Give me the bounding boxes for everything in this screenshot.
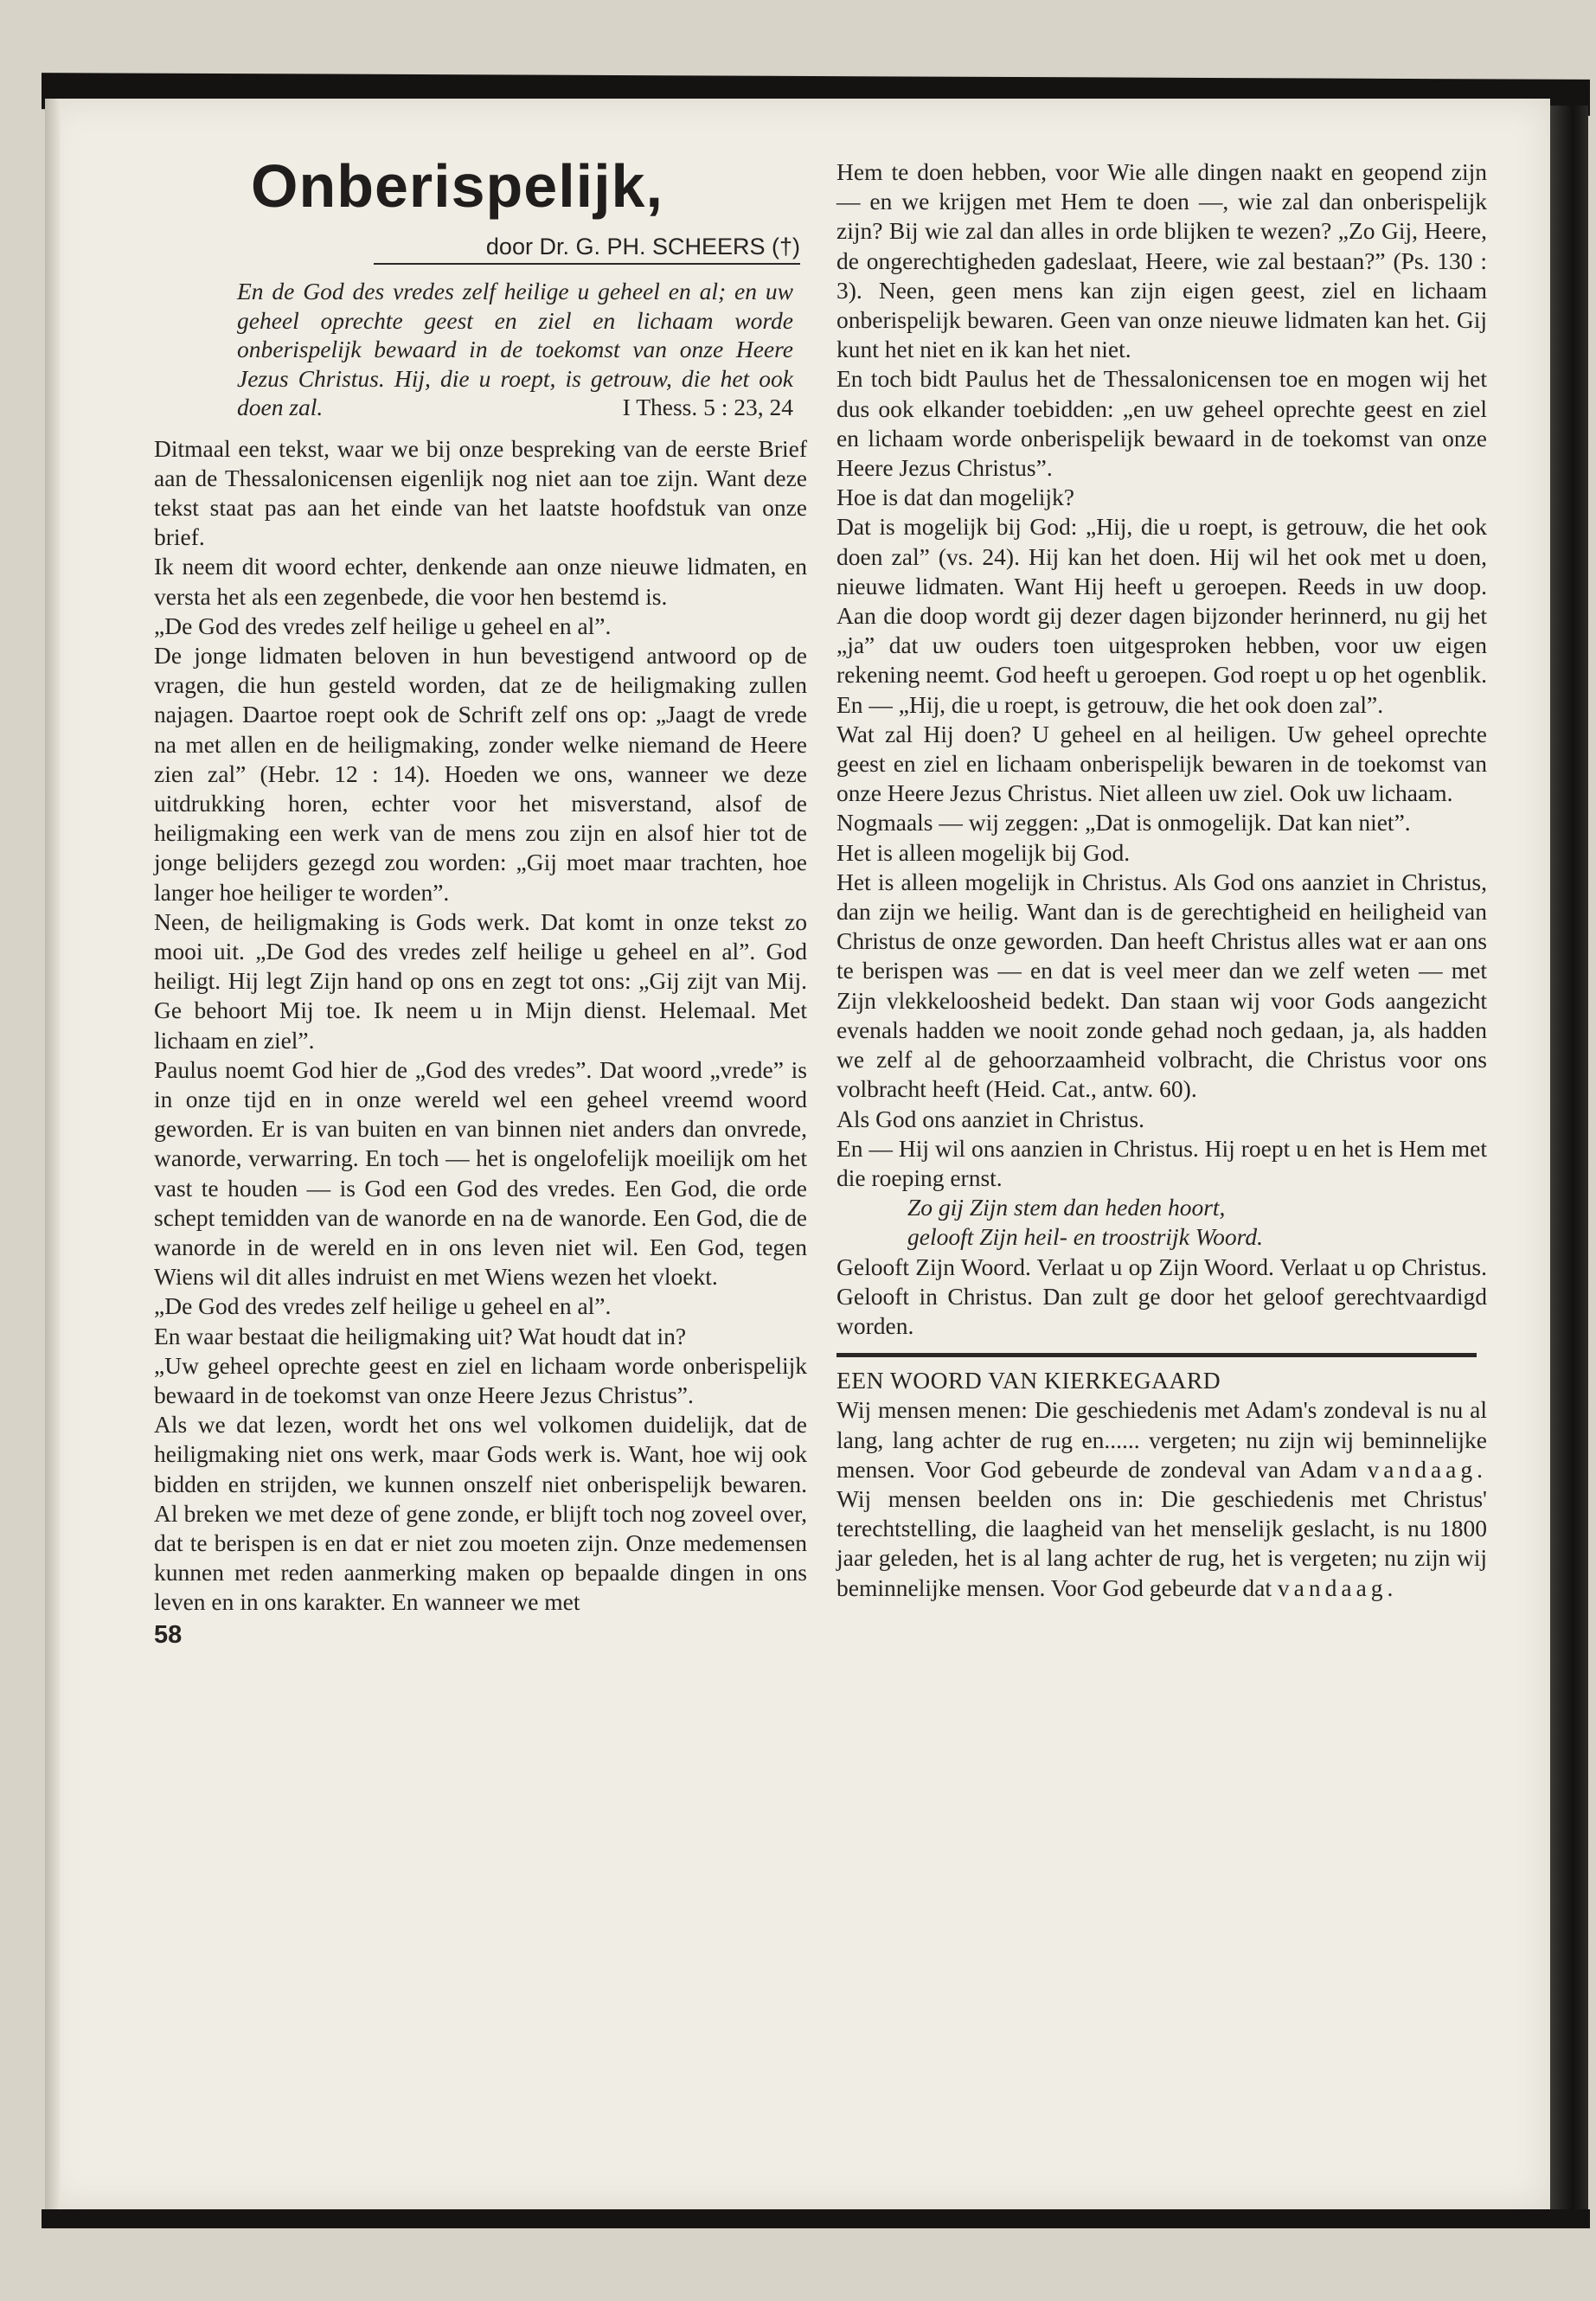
paragraph: „Uw geheel oprechte geest en ziel en lichaam worde onberispelijk bewaard in de toekomst van onze Heere Jezus Christus”. bbox=[154, 1351, 807, 1408]
kierkegaard-text-part: Wij mensen menen: Die geschiedenis met Adam's zondeval is nu al lang, lang achter de rug en...... vergeten; nu zijn wij beminnelijke mensen. Voor God gebeurde de zondeval van Adam bbox=[836, 1396, 1487, 1483]
paragraph: Dat is mogelijk bij God: „Hij, die u roept, is getrouw, die het ook doen zal” (vs. 24). Hij kan het doen. Hij wil het ook met u doen, nieuwe lidmaten. Want Hij heeft u geroepen. Reeds in uw doop. Aan die doop wordt gij dezer dagen bijzonder herinnerd, nu gij het „ja” dat uw ouders toen uitgesproken hebben, voor uw eigen rekening neemt. God heeft u geroepen. God roept u op het ogenblik. En — „Hij, die u roept, is getrouw, die het ook doen zal”. bbox=[836, 513, 1487, 718]
hymn-verse-line: gelooft Zijn heil- en troostrijk Woord. bbox=[907, 1223, 1263, 1251]
article-body-right bbox=[836, 157, 1487, 1341]
kierkegaard-text-part: Wij mensen beelden ons in: Die geschiedenis met Christus' terechtstelling, die laagheid van het menselijk geslacht, is nu 1800 jaar geleden, het is al lang achter de rug, het is vergeten; nu zijn wij beminnelijke mensen. Voor God gebeurde dat bbox=[836, 1484, 1487, 1601]
article-byline: door Dr. G. PH. SCHEERS (†) bbox=[485, 234, 800, 260]
section-heading: EEN WOORD VAN KIERKEGAARD bbox=[836, 1367, 1221, 1394]
article-title: Onberispelijk, bbox=[251, 152, 663, 220]
paragraph: En — Hij wil ons aanzien in Christus. Hij roept u en het is Hem met die roeping ernst. bbox=[836, 1134, 1487, 1191]
paragraph: En waar bestaat die heiligmaking uit? Wat houdt dat in? bbox=[154, 1322, 687, 1349]
paragraph: Nogmaals — wij zeggen: „Dat is onmogelijk. Dat kan niet”. bbox=[836, 809, 1411, 836]
paragraph: Als we dat lezen, wordt het ons wel volkomen duidelijk, dat de heiligmaking niet ons werk, maar Gods werk is. Want, hoe wij ook bidden en strijden, we kunnen onszelf niet onberispelijk bewaren. Al breken we met deze of gene zonde, er blijft toch nog zoveel over, dat te berispen is en dat er niet zou moeten zijn. Onze medemensen kunnen met reden aanmerking maken op bepaalde dingen in ons leven en in ons karakter. En wanneer we met bbox=[154, 1411, 807, 1616]
hymn-verse-line: Zo gij Zijn stem dan heden hoort, bbox=[907, 1194, 1226, 1221]
paragraph: En toch bidt Paulus het de Thessalonicensen toe en mogen wij het dus ook elkander toebidden: „en uw geheel oprechte geest en ziel en lichaam worde onberispelijk bewaard in de toekomst van onze Heere Jezus Christus”. bbox=[836, 365, 1487, 482]
paragraph: Neen, de heiligmaking is Gods werk. Dat komt in onze tekst zo mooi uit. „De God des vredes zelf heilige u geheel en al”. God heiligt. Hij legt Zijn hand op ons en zegt tot ons: „Gij zijt van Mij. Ge behoort Mij toe. Ik neem u in Mijn dienst. Helemaal. Met lichaam en ziel”. bbox=[154, 907, 807, 1054]
paragraph: Hoe is dat dan mogelijk? bbox=[836, 484, 1074, 511]
paragraph: Het is alleen mogelijk bij God. bbox=[836, 838, 1131, 866]
paragraph: Ditmaal een tekst, waar we bij onze bespreking van de eerste Brief aan de Thessalonicensen eigenlijk nog niet aan toe zijn. Want deze tekst staat pas aan het einde van het laatste hoofdstuk van onze brief. bbox=[154, 434, 807, 551]
paragraph: „De God des vredes zelf heilige u geheel en al”. bbox=[154, 1292, 612, 1320]
motto-reference: I Thess. 5 : 23, 24 bbox=[622, 394, 793, 420]
kierkegaard-section bbox=[836, 1366, 1487, 1603]
paragraph: „De God des vredes zelf heilige u geheel en al”. bbox=[154, 612, 612, 639]
emphasis-word: vandaag. bbox=[1277, 1574, 1398, 1601]
scan-bottom-edge bbox=[42, 2209, 1590, 2228]
paragraph: Hem te doen hebben, voor Wie alle dingen naakt en geopend zijn — en we krijgen met Hem te doen —, wie zal dan onberispelijk zijn? Bij wie zal dan alles in orde blijken te wezen? „Zo Gij, Heere, de ongerechtigheden gadeslaat, Heere, wie zal bestaan?” (Ps. 130 : 3). Neen, geen mens kan zijn eigen geest, ziel en lichaam onberispelijk bewaren. Geen van onze nieuwe lidmaten kan het. Gij kunt het niet en ik kan het niet. bbox=[836, 158, 1487, 363]
page-number: 58 bbox=[154, 1620, 183, 1649]
kierkegaard-text bbox=[836, 1395, 1487, 1602]
motto-text: En de God des vredes zelf heilige u geheel en al; en uw geheel oprechte geest en ziel en lichaam worde onberispelijk bewaard in de toekomst van onze Heere Jezus Christus. Hij, die u roept, is getrouw, die het ook doen zal. bbox=[237, 278, 793, 420]
emphasis-word: vandaag. bbox=[1367, 1455, 1488, 1483]
left-column bbox=[154, 112, 807, 1650]
title-divider bbox=[374, 263, 800, 265]
page-spine-shading bbox=[45, 99, 61, 2209]
section-divider bbox=[836, 1353, 1477, 1357]
scripture-motto bbox=[237, 277, 793, 422]
closing-paragraph: Gelooft Zijn Woord. Verlaat u op Zijn Woord. Verlaat u op Christus. Gelooft in Christus. Dan zult ge door het geloof gerechtvaardigd worden. bbox=[836, 1253, 1487, 1339]
paragraph: Paulus noemt God hier de „God des vredes”. Dat woord „vrede” is in onze tijd en in onze wereld wel een geheel vreemd woord geworden. Er is van buiten en van binnen niet anders dan onvrede, wanorde, verwarring. En toch — het is ongelofelijk moeilijk om het vast te houden — is God een God des vredes. Een God, die orde schept temidden van de wanorde en na de wanorde. Een God, die de wanorde in de wereld en in ons leven niet wil. Een God, tegen Wiens wil dit alles indruist en met Wiens wezen het vloekt. bbox=[154, 1055, 807, 1291]
paragraph: Het is alleen mogelijk in Christus. Als God ons aanziet in Christus, dan zijn we heilig. Want dan is de gerechtigheid en heiligheid van Christus de onze geworden. Dan heeft Christus alles wat er aan ons te berispen was — en dat is veel meer dan we zelf weten — met Zijn vlekkeloosheid bedekt. Dan staan wij voor Gods aangezicht evenals hadden we nooit zonde gehad noch gedaan, ja, als hadden we zelf al de gehoorzaamheid volbracht, die Christus voor ons volbracht heeft (Heid. Cat., antw. 60). bbox=[836, 868, 1487, 1103]
right-column bbox=[836, 157, 1487, 1603]
paragraph: Als God ons aanziet in Christus. bbox=[836, 1105, 1144, 1132]
paragraph: De jonge lidmaten beloven in hun bevestigend antwoord op de vragen, die hun gesteld worden, dat ze de heiligmaking zullen najagen. Daartoe roept ook de Schrift zelf ons op: „Jaagt de vrede na met allen en de heiligmaking, zonder welke niemand de Heere zien zal” (Hebr. 12 : 14). Hoeden we ons, wanneer we deze uitdrukking horen, echter voor het misverstand, alsof de heiligmaking een werk van de mens zou zijn en alsof hier tot de jonge belijders gezegd zou worden: „Gij moet maar trachten, hoe langer hoe heiliger te worden”. bbox=[154, 641, 807, 906]
paragraph: Ik neem dit woord echter, denkende aan onze nieuwe lidmaten, en versta het als een zegenbede, die voor hen bestemd is. bbox=[154, 553, 807, 610]
scan-right-edge bbox=[1550, 106, 1588, 2209]
article-body-left bbox=[154, 434, 807, 1618]
paragraph: Wat zal Hij doen? U geheel en al heiligen. Uw geheel oprechte geest en ziel en lichaam onberispelijk bewaren in de toekomst van onze Heere Jezus Christus. Niet alleen uw ziel. Ook uw lichaam. bbox=[836, 720, 1487, 807]
